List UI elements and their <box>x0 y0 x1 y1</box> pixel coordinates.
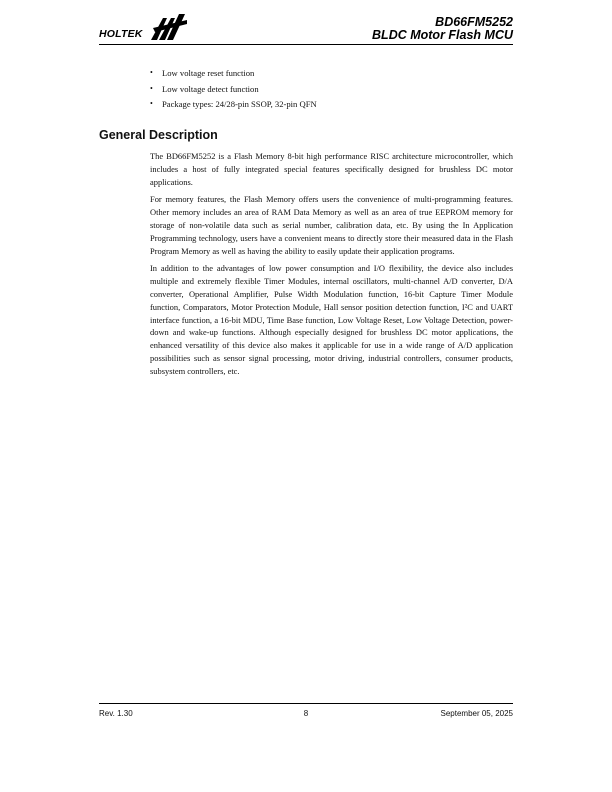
footer-divider <box>99 703 513 704</box>
holtek-logo-icon <box>149 12 189 42</box>
feature-text: Low voltage reset function <box>162 68 255 78</box>
description-paragraph: The BD66FM5252 is a Flash Memory 8-bit high performance RISC architecture microcontroller, which includes a host of fully integrated special features specifically designed for brushless DC motor applications. <box>150 151 513 187</box>
bullet-icon: • <box>150 99 153 108</box>
feature-text: Package types: 24/28-pin SSOP, 32-pin QFN <box>162 99 317 109</box>
footer-page-number: 8 <box>303 709 309 718</box>
bullet-icon: • <box>150 68 153 77</box>
footer-date: September 05, 2025 <box>440 709 513 718</box>
section-heading: General Description <box>99 128 218 142</box>
header-title-block <box>372 16 513 42</box>
document-title: BLDC Motor Flash MCU <box>372 28 513 42</box>
part-number: BD66FM5252 <box>435 15 513 29</box>
description-paragraph: In addition to the advantages of low power consumption and I/O flexibility, the device also includes multiple and extremely flexible Timer Modules, internal oscillators, multi-channel A/D converter, D/A converter, Operational Amplifier, Pulse Width Modulation function, 16-bit Capture Timer Module function, Comparators, Motor Protection Module, Hall sensor position detection function, I²C and UART interface function, a 16-bit MDU, Time Base function, Low Voltage Reset, Low Voltage Detection, power-down and wake-up functions. Although especially designed for brushless DC motor applications, the enhanced versatility of this device also makes it applicable for use in a wide range of A/D application possibilities such as sensor signal processing, motor driving, industrial controllers, consumer products, subsystem controllers, etc. <box>150 263 513 376</box>
feature-item <box>150 68 513 78</box>
feature-item <box>150 99 513 109</box>
bullet-icon: • <box>150 83 153 93</box>
feature-list <box>150 68 513 115</box>
description-paragraph: For memory features, the Flash Memory offers users the convenience of multi-programming features. Other memory includes an area of RAM Data Memory as well as an area of true EEPROM memory for storage of non-volatile data such as serial number, calibration data, etc. By using the In Application Programming technology, users have a convenient means to directly store their measured data in the Flash Program Memory as well as having the ability to easily update their application programs. <box>150 194 513 256</box>
feature-text: Low voltage detect function <box>162 83 259 94</box>
feature-item <box>150 84 513 94</box>
footer-revision: Rev. 1.30 <box>99 709 133 718</box>
holtek-logo <box>99 12 189 44</box>
header-divider <box>99 44 513 45</box>
logo-text: HOLTEK <box>99 28 143 40</box>
general-description-body <box>150 150 513 383</box>
